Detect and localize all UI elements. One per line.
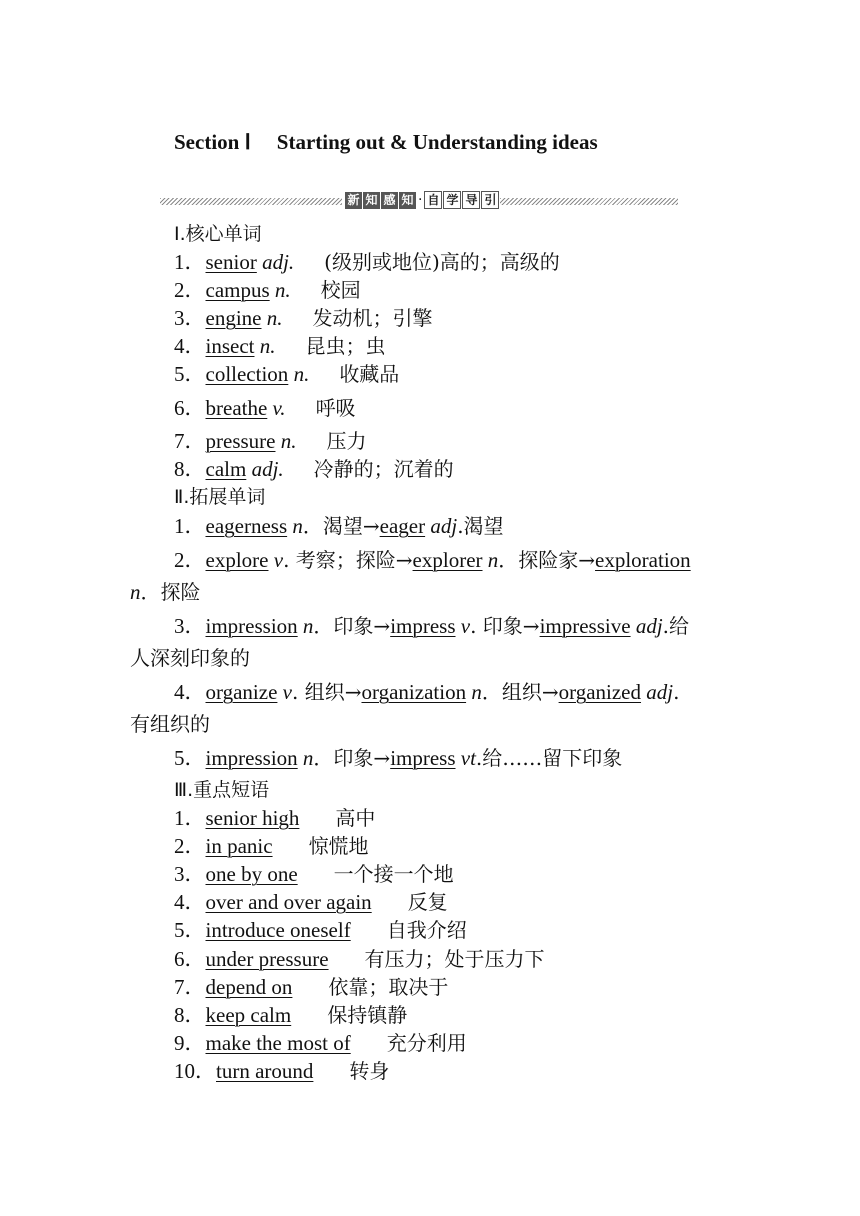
phrase: turn around: [216, 1059, 314, 1083]
item-number: 3．: [174, 614, 206, 638]
banner-separator: ·: [418, 192, 423, 208]
banner-char: 导: [462, 191, 480, 209]
phrase: keep calm: [205, 1003, 292, 1027]
item-number: 6．: [174, 396, 206, 420]
vocab-word: explorer: [412, 548, 483, 572]
extended-word-continuation: [130, 580, 201, 604]
core-word-item: [174, 396, 356, 420]
banner-badge: [345, 191, 499, 209]
item-number: 7．: [174, 975, 206, 999]
part-of-speech: v: [277, 680, 292, 704]
banner-hatch-left: [160, 198, 342, 205]
core-word-item: [174, 306, 432, 330]
vocab-word: breathe: [205, 396, 268, 420]
section-title: [174, 130, 598, 155]
item-number: 3．: [174, 306, 206, 330]
vocab-word: campus: [205, 278, 270, 302]
word-meaning: 压力: [326, 429, 367, 453]
word-meaning: 校园: [320, 278, 361, 302]
phrase: make the most of: [205, 1031, 351, 1055]
core-word-item: [174, 429, 366, 453]
key-phrases-heading: Ⅲ.重点短语: [174, 779, 270, 801]
part-of-speech: n.: [261, 306, 283, 330]
section-label: Section: [174, 130, 240, 154]
core-word-item: [174, 457, 454, 481]
word-meaning: .渴望: [457, 514, 504, 538]
item-number: 4．: [174, 334, 206, 358]
part-of-speech: n: [482, 548, 499, 572]
banner-char: 学: [443, 191, 461, 209]
banner-char: 知: [363, 192, 380, 209]
banner-char: 知: [399, 192, 416, 209]
key-phrase-item: [174, 1003, 407, 1027]
part-of-speech: adj: [425, 514, 458, 538]
phrase: in panic: [205, 834, 273, 858]
item-number: 9．: [174, 1031, 206, 1055]
item-number: 6．: [174, 947, 206, 971]
part-of-speech: n.: [254, 334, 276, 358]
vocab-word: impression: [205, 614, 298, 638]
word-meaning: 人深刻印象的: [130, 646, 250, 670]
phrase: depend on: [205, 975, 293, 999]
part-of-speech: n: [297, 746, 314, 770]
item-number: 8．: [174, 457, 206, 481]
phrase-meaning: 转身: [349, 1059, 390, 1083]
part-of-speech: adj.: [246, 457, 284, 481]
key-phrase-item: [174, 918, 467, 942]
word-meaning: 收藏品: [339, 362, 400, 386]
key-phrase-item: [174, 1031, 467, 1055]
banner-char: 新: [345, 192, 362, 209]
phrase-meaning: 充分利用: [386, 1031, 467, 1055]
item-number: 7．: [174, 429, 206, 453]
item-number: 1．: [174, 250, 206, 274]
part-of-speech: n.: [288, 362, 310, 386]
vocab-word: impression: [205, 746, 298, 770]
word-meaning: . 印象→: [470, 614, 540, 638]
vocab-word: organization: [361, 680, 467, 704]
word-meaning: 发动机；引擎: [312, 306, 433, 330]
part-of-speech: n.: [269, 278, 291, 302]
item-number: 2．: [174, 834, 206, 858]
key-phrase-item: [174, 834, 369, 858]
word-meaning: 冷静的；沉着的: [313, 457, 454, 481]
vocab-word: explore: [205, 548, 269, 572]
word-meaning: . 考察；探险→: [283, 548, 413, 572]
part-of-speech: v.: [267, 396, 286, 420]
phrase-meaning: 保持镇静: [327, 1003, 408, 1027]
vocab-word: organize: [205, 680, 278, 704]
part-of-speech: n: [130, 580, 141, 604]
core-word-item: [174, 278, 361, 302]
section-banner: [160, 191, 678, 211]
item-number: 10．: [174, 1059, 216, 1083]
item-number: 4．: [174, 680, 206, 704]
extended-word-item: [174, 514, 504, 538]
key-phrase-item: [174, 862, 454, 886]
item-number: 2．: [174, 548, 206, 572]
phrase-meaning: 依靠；取决于: [328, 975, 449, 999]
phrase: over and over again: [205, 890, 372, 914]
part-of-speech: vt: [455, 746, 476, 770]
word-meaning: ．探险: [140, 580, 201, 604]
extended-word-continuation: [130, 712, 210, 736]
word-meaning: ．探险家→: [498, 548, 596, 572]
item-number: 3．: [174, 862, 206, 886]
vocab-word: collection: [205, 362, 289, 386]
word-meaning: 昆虫；虫: [305, 334, 386, 358]
extended-word-item: [174, 548, 691, 572]
section-numeral: Ⅰ: [244, 130, 251, 154]
phrase-meaning: 反复: [407, 890, 448, 914]
vocab-word: pressure: [205, 429, 276, 453]
phrase-meaning: 自我介绍: [386, 918, 467, 942]
core-word-item: [174, 334, 385, 358]
core-words-heading: Ⅰ.核心单词: [174, 223, 262, 245]
banner-hatch-right: [500, 198, 678, 205]
part-of-speech: n: [287, 514, 303, 538]
word-meaning: ．印象→: [313, 746, 391, 770]
phrase-meaning: 高中: [335, 806, 376, 830]
phrase: senior high: [205, 806, 300, 830]
vocab-word: senior: [205, 250, 257, 274]
phrase-meaning: 有压力；处于压力下: [364, 947, 545, 971]
section-heading-text: Starting out & Understanding ideas: [276, 130, 598, 154]
core-word-item: [174, 362, 399, 386]
vocab-word: exploration: [595, 548, 691, 572]
phrase: one by one: [205, 862, 298, 886]
phrase: under pressure: [205, 947, 329, 971]
extended-word-item: [174, 746, 622, 770]
key-phrase-item: [174, 975, 448, 999]
word-meaning: ．渴望→: [302, 514, 380, 538]
item-number: 4．: [174, 890, 206, 914]
vocab-word: impressive: [539, 614, 631, 638]
part-of-speech: n: [466, 680, 482, 704]
word-meaning: ．组织→: [481, 680, 559, 704]
vocab-word: organized: [558, 680, 642, 704]
phrase-meaning: 惊慌地: [308, 834, 369, 858]
phrase-meaning: 一个接一个地: [333, 862, 454, 886]
vocab-word: insect: [205, 334, 255, 358]
part-of-speech: adj: [641, 680, 674, 704]
word-meaning: .: [673, 680, 680, 704]
item-number: 1．: [174, 806, 206, 830]
part-of-speech: adj.: [256, 250, 295, 274]
part-of-speech: n: [297, 614, 314, 638]
extended-words-heading: Ⅱ.拓展单词: [174, 486, 266, 508]
part-of-speech: v: [455, 614, 471, 638]
part-of-speech: n.: [275, 429, 297, 453]
item-number: 1．: [174, 514, 206, 538]
word-meaning: (级别或地位)高的；高级的: [324, 250, 560, 274]
word-meaning: 有组织的: [130, 712, 210, 736]
item-number: 8．: [174, 1003, 206, 1027]
vocab-word: calm: [205, 457, 247, 481]
extended-word-item: [174, 680, 679, 704]
key-phrase-item: [174, 1059, 389, 1083]
banner-char: 自: [424, 191, 442, 209]
phrase: introduce oneself: [205, 918, 351, 942]
banner-char: 引: [481, 191, 499, 209]
vocab-word: eager: [379, 514, 426, 538]
item-number: 5．: [174, 746, 206, 770]
vocab-word: impress: [390, 746, 456, 770]
key-phrase-item: [174, 806, 375, 830]
item-number: 5．: [174, 362, 206, 386]
part-of-speech: adj: [630, 614, 663, 638]
extended-word-item: [174, 614, 689, 638]
word-meaning: .给……留下印象: [475, 746, 623, 770]
word-meaning: . 组织→: [292, 680, 362, 704]
item-number: 2．: [174, 278, 206, 302]
vocab-word: engine: [205, 306, 262, 330]
core-word-item: [174, 250, 560, 274]
vocab-word: eagerness: [205, 514, 288, 538]
banner-char: 感: [381, 192, 398, 209]
key-phrase-item: [174, 890, 448, 914]
vocab-word: impress: [390, 614, 456, 638]
word-meaning: 呼吸: [315, 396, 356, 420]
extended-word-continuation: [130, 646, 250, 670]
key-phrase-item: [174, 947, 545, 971]
word-meaning: ．印象→: [313, 614, 391, 638]
part-of-speech: v: [268, 548, 284, 572]
item-number: 5．: [174, 918, 206, 942]
word-meaning: .给: [662, 614, 690, 638]
